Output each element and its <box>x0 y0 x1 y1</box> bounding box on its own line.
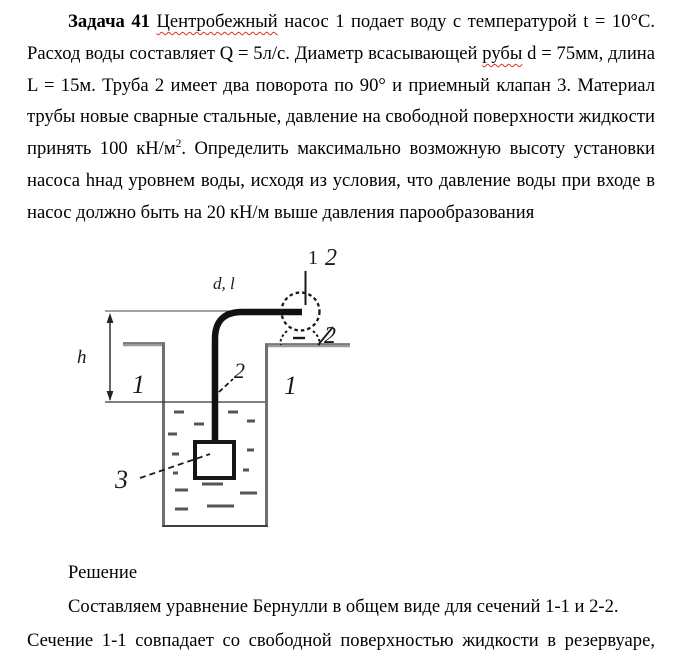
problem-line-2-pre: Расход воды составляет Q = 5л/с. Диаметр всасывающей <box>27 42 478 64</box>
label-section-1-right: 1 <box>284 371 297 400</box>
problem-line-5-post: . Определить максимально возможную высоту установки <box>181 138 655 160</box>
label-section-1-left: 1 <box>132 370 145 399</box>
pipe-label-leader <box>219 379 233 392</box>
problem-line-2-post: d = 75мм, длина <box>527 42 655 64</box>
dimension-arrow-down-icon <box>107 391 114 401</box>
solution-section <box>27 556 655 658</box>
solution-line-1: Составляем уравнение Бернулли в общем виде для сечений 1-1 и 2-2. <box>68 596 619 617</box>
label-d-l: d, l <box>213 274 235 293</box>
problem-line-5 <box>27 133 655 165</box>
label-pump-1: 1 <box>308 247 318 269</box>
pump-leg-right <box>313 331 319 345</box>
problem-line-7: насос должно быть на 20 кН/м выше давления парообразования <box>27 201 535 223</box>
label-h: h <box>77 347 87 368</box>
pump-diagram <box>60 240 390 558</box>
problem-line-1-text: насос 1 подает воду с температурой t = 10°С. <box>284 11 655 32</box>
label-section-2-right: 2 <box>324 323 336 349</box>
problem-line-6: насоса hнад уровнем воды, исходя из условия, что давление воды при входе в <box>27 169 655 191</box>
problem-title: Задача 41 <box>68 11 150 32</box>
problem-line-2 <box>27 38 655 70</box>
dimension-arrow-up-icon <box>107 313 114 323</box>
label-section-2-top: 2 <box>325 245 337 271</box>
pump-diagram-svg <box>60 240 390 558</box>
misspelled-word-1: Центробежный <box>156 11 278 32</box>
problem-line-5-pre: принять 100 кН/м <box>27 138 176 160</box>
solution-line-2: Сечение 1-1 совпадает со свободной поверхностью жидкости в резервуаре, <box>27 630 655 651</box>
problem-line-1 <box>27 6 655 38</box>
problem-line-3: L = 15м. Труба 2 имеет два поворота по 90° и приемный клапан 3. Материал <box>27 74 655 96</box>
problem-line-4: трубы новые сварные стальные, давление на свободной поверхности жидкости <box>27 106 655 128</box>
misspelled-word-2: рубы <box>482 42 523 64</box>
superscript-2: 2 <box>175 138 182 150</box>
solution-heading: Решение <box>68 562 138 583</box>
label-valve-3: 3 <box>115 465 128 494</box>
problem-paragraph <box>27 6 655 229</box>
label-pipe-2: 2 <box>234 358 245 383</box>
pump-leg-left <box>281 331 287 345</box>
foot-valve-box <box>195 442 234 478</box>
